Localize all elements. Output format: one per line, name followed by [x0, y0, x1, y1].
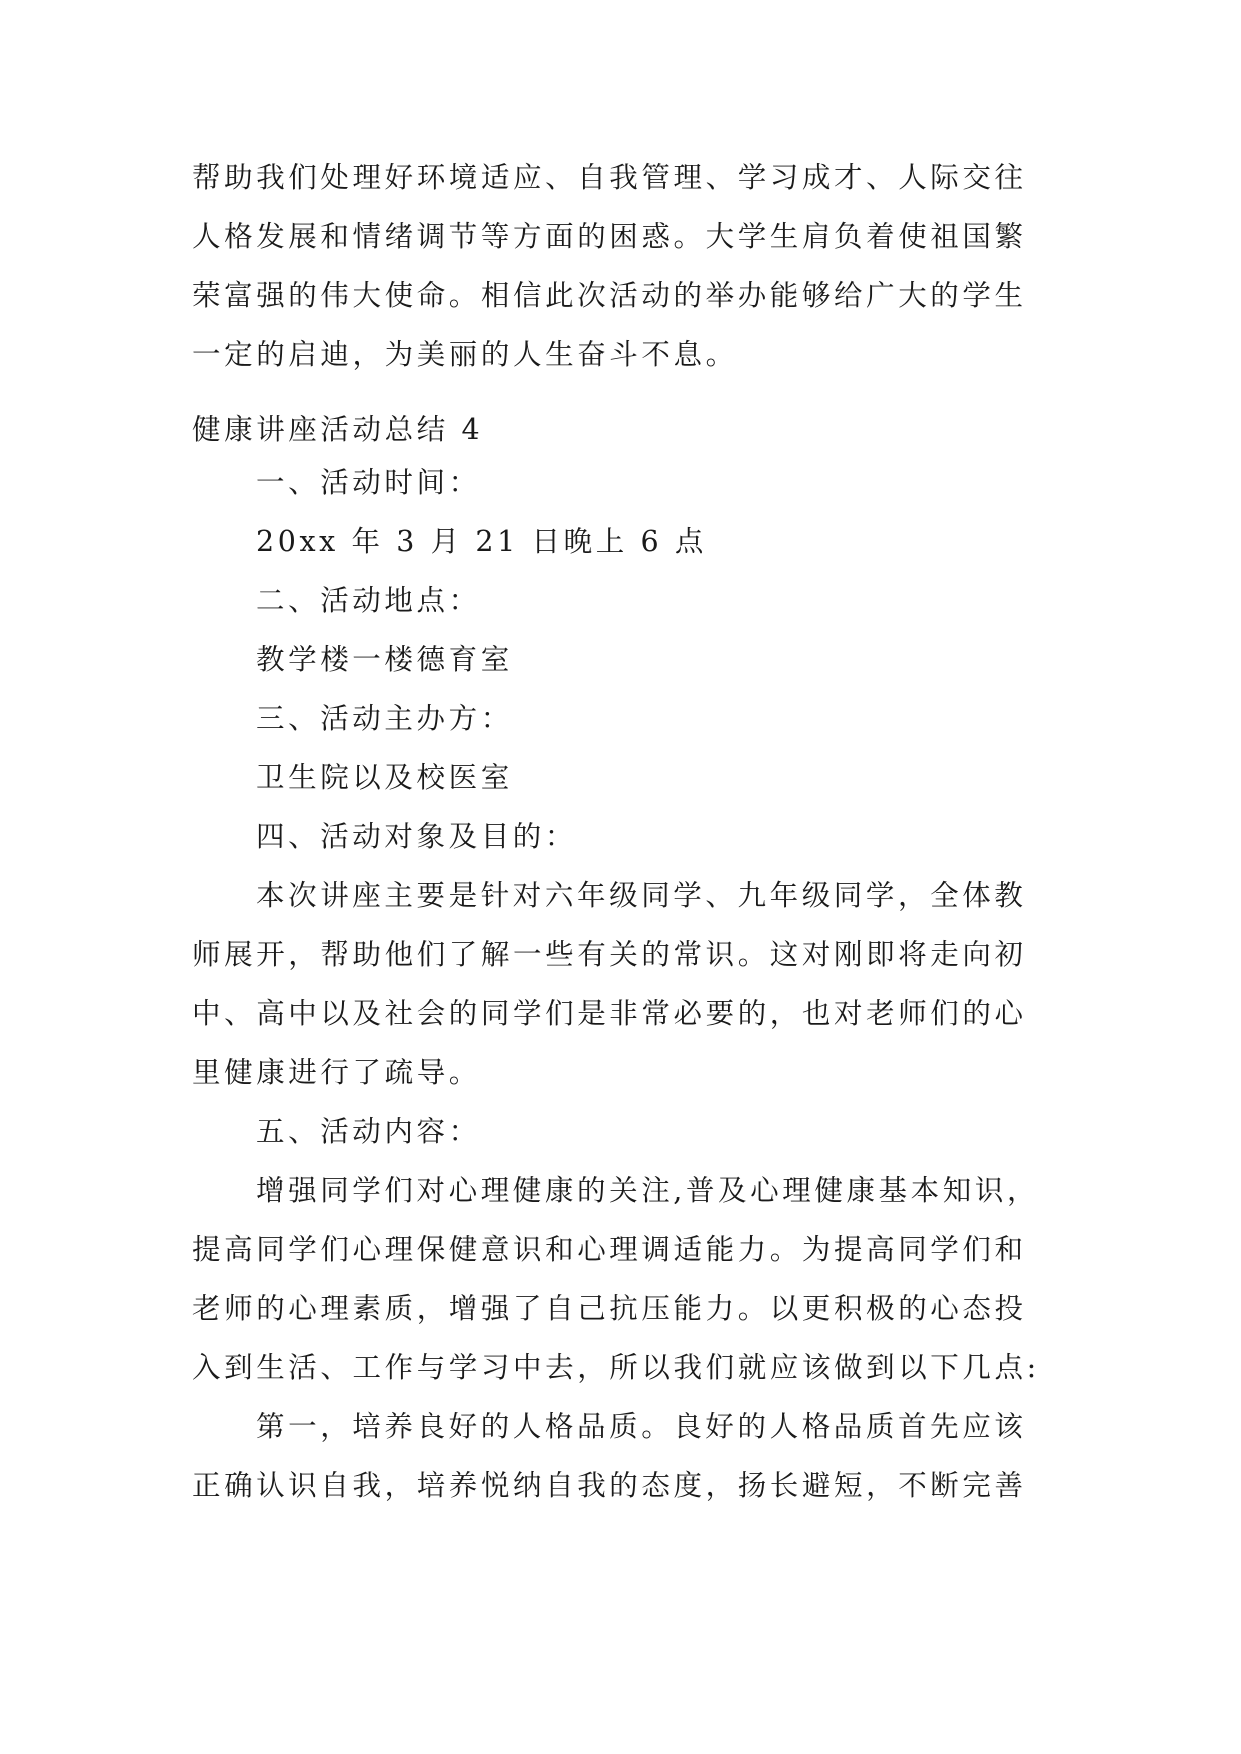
content-line: 增强同学们对心理健康的关注,普及心理健康基本知识，	[256, 1174, 1040, 1207]
activity-time-heading	[256, 453, 1126, 512]
target-line: 本次讲座主要是针对六年级同学、九年级同学，全体教	[256, 879, 1027, 912]
activity-place-heading-text: 二、活动地点：	[256, 584, 481, 617]
target-line: 师展开，帮助他们了解一些有关的常识。这对刚即将走向初	[192, 938, 1027, 971]
first-point-line: 正确认识自我，培养悦纳自我的态度，扬长避短，不断完善	[192, 1469, 1027, 1502]
activity-place-value	[256, 630, 1126, 689]
target-line: 里健康进行了疏导。	[192, 1056, 481, 1089]
intro-line: 人格发展和情绪调节等方面的困惑。大学生肩负着使祖国繁	[192, 220, 1027, 253]
activity-content-heading-text: 五、活动内容：	[256, 1115, 481, 1148]
section-title-text: 健康讲座活动总结 4	[192, 413, 484, 446]
intro-line: 帮助我们处理好环境适应、自我管理、学习成才、人际交往	[192, 161, 1027, 194]
content-paragraph	[192, 1161, 1062, 1397]
target-paragraph	[192, 866, 1062, 1102]
activity-time-value	[256, 512, 1126, 571]
content-line: 老师的心理素质，增强了自己抗压能力。以更积极的心态投	[192, 1292, 1027, 1325]
intro-paragraph	[192, 148, 1062, 384]
activity-host-heading-text: 三、活动主办方：	[256, 702, 513, 735]
target-line: 中、高中以及社会的同学们是非常必要的，也对老师们的心	[192, 997, 1027, 1030]
activity-target-heading	[256, 807, 1126, 866]
activity-time-value-text: 20xx 年 3 月 21 日晚上 6 点	[256, 525, 707, 558]
intro-line: 荣富强的伟大使命。相信此次活动的举办能够给广大的学生	[192, 279, 1027, 312]
section-title	[192, 400, 1062, 459]
first-point-line: 第一，培养良好的人格品质。良好的人格品质首先应该	[256, 1410, 1027, 1443]
activity-host-value-text: 卫生院以及校医室	[256, 761, 513, 794]
first-point-paragraph	[192, 1397, 1062, 1515]
content-line: 入到生活、工作与学习中去，所以我们就应该做到以下几点:	[192, 1351, 1040, 1384]
activity-host-heading	[256, 689, 1126, 748]
activity-place-value-text: 教学楼一楼德育室	[256, 643, 513, 676]
activity-target-heading-text: 四、活动对象及目的：	[256, 820, 578, 853]
content-line: 提高同学们心理保健意识和心理调适能力。为提高同学们和	[192, 1233, 1027, 1266]
activity-host-value	[256, 748, 1126, 807]
activity-content-heading	[256, 1102, 1126, 1161]
activity-place-heading	[256, 571, 1126, 630]
activity-time-heading-text: 一、活动时间：	[256, 466, 481, 499]
intro-line: 一定的启迪，为美丽的人生奋斗不息。	[192, 338, 738, 371]
